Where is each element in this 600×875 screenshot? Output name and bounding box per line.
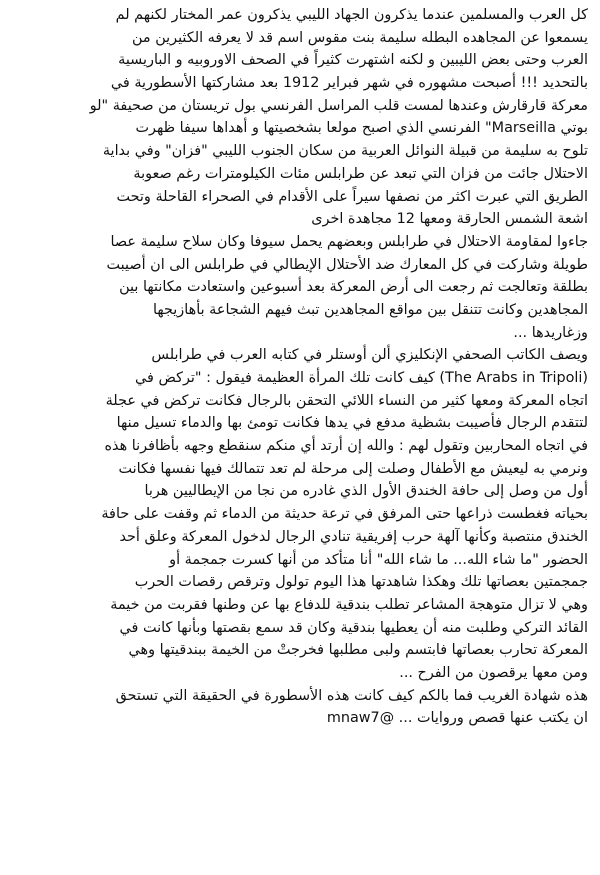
- text-line: معركة قارقارش وعندها لمست قلب المراسل الفرنسي بول تريستان من صحيفة "لو: [89, 97, 588, 114]
- text-line: كل العرب والمسلمين عندما يذكرون الجهاد الليبي يذكرون عمر المختار لكنهم لم: [115, 7, 588, 23]
- text-line: الخندق منتصبة وكأنها آلهة حرب إفريقية تنادي الرجال لدخول المعركة وعلق أحد: [119, 528, 588, 545]
- text-line: المعركة تحارب بعصاتها فابتسم ولبى مطلبها فخرجتْ من الخيمة ببندقيتها وهي: [128, 642, 588, 659]
- text-line: وزغاريدها ...: [513, 324, 588, 341]
- text-line: ان يكتب عنها قصص وروايات ... @mnaw7: [326, 710, 588, 727]
- text-line: الحضور "ما شاء الله... ما شاء الله" أنا متأكد من أنها كسرت جمجمة أو: [169, 551, 588, 568]
- text-line: وهي لا تزال متوهجة المشاعر تطلب بندقية للدفاع بها عن وطنها فقربت من خيمة: [110, 596, 588, 613]
- text-line: يسمعوا عن المجاهده البطله سليمة بنت مقوس اسم قد لا يعرفه الكثيرين من: [131, 29, 588, 46]
- article-page: [12, 4, 588, 872]
- text-line: جاءوا لمقاومة الاحتلال في طرابلس وبعضهم يحمل سيوفا وكان سلاح سليمة عصا: [110, 233, 588, 250]
- text-line: المجاهدين وكانت تتنقل بين مواقع المجاهدين تبث فيهم الشجاعة بأهازيجها: [152, 301, 588, 318]
- text-line: بطلقة وتعالجت ثم رجعت الى أرض المعركة بعد أسبوعين واستعادت مكانتها بين: [119, 279, 588, 296]
- text-line: لتتقدم الرجال فأصيبت بشظية مدفع في يدها فكانت تومئ بها والدماء تسيل منها: [116, 415, 588, 432]
- text-line: طويلة وشاركت في كل المعارك ضد الأحتلال الإيطالي في طرابلس الى ان أصيبت: [106, 256, 588, 273]
- text-line: بحياته فغطست ذراعها حتى المرفق في ترعة حديثة من الدماء ثم وقفت على حافة: [101, 506, 588, 523]
- text-line: جمجمتين بعصاتها تلك وهكذا شاهدتها هذا اليوم تولول وترقص رقصات الحرب: [134, 574, 588, 591]
- text-line: اتجاه المعركة ومعها كثير من النساء اللائي التحقن بالرجال فكانت تركض في عجلة: [105, 392, 588, 409]
- text-line: الاحتلال جائت من فزان التي تبعد عن طرابلس مئات الكيلومترات رغم صعوبة: [133, 165, 588, 182]
- text-line: ويصف الكاتب الصحفي الإنكليزي ألن أوستلر في كتابه العرب في طرابلس: [151, 347, 588, 364]
- text-line: هذه شهادة الغريب فما بالكم كيف كانت هذه الأسطورة في الحقيقة التي تستحق: [115, 687, 588, 704]
- article-text: [12, 4, 588, 730]
- text-line: العرب وحتى بعض الليبين و لكنه اشتهرت كثيراً في الصحف الاوروبيه و الباريسية: [118, 52, 588, 69]
- text-line: (The Arabs in Tripoli) كيف كانت تلك المرأة العظيمة فيقول : "تركض في: [135, 370, 588, 386]
- text-line: في اتجاه المحاربين وتقول لهم : والله إن أرتد أي منكم سنقطع وجهه بأظافرنا هذه: [104, 438, 588, 455]
- text-line: ومن معها يرقصون من الفرح ...: [399, 664, 588, 681]
- text-line: الطريق التي عبرت اكثر من نصفها سيراً على الأقدام في الصحراء القاحلة وتحت: [116, 188, 588, 205]
- text-line: ونرمي به ليعيش مع الأطفال وصلت إلى مرحلة لم تعد تتمالك فيها نفسها فكانت: [118, 460, 588, 477]
- text-line: بوتي Marseilla" الفرنسي الذي اصبح مولعا بشخصيتها و أهداها سيفا ظهرت: [135, 120, 588, 137]
- text-line: اشعة الشمس الحارقة ومعها 12 مجاهدة اخرى: [311, 211, 588, 228]
- text-line: بالتحديد !!! أصبحت مشهوره في شهر فبراير 1912 بعد مشاركتها الأسطورية في: [110, 75, 588, 92]
- text-line: القائد التركي وطلبت منه أن يعطيها بندقية وكان قد سمع بقصتها وبأنها كانت في: [119, 619, 588, 636]
- text-line: تلوح به سليمة من قبيلة النوائل العربية من سكان الجنوب الليبي "فزان" وفي بداية: [102, 143, 588, 160]
- text-line: أول من وصل إلى حافة الخندق الأول الذي غادره من نجا من الإيطاليين هربا: [144, 483, 588, 500]
